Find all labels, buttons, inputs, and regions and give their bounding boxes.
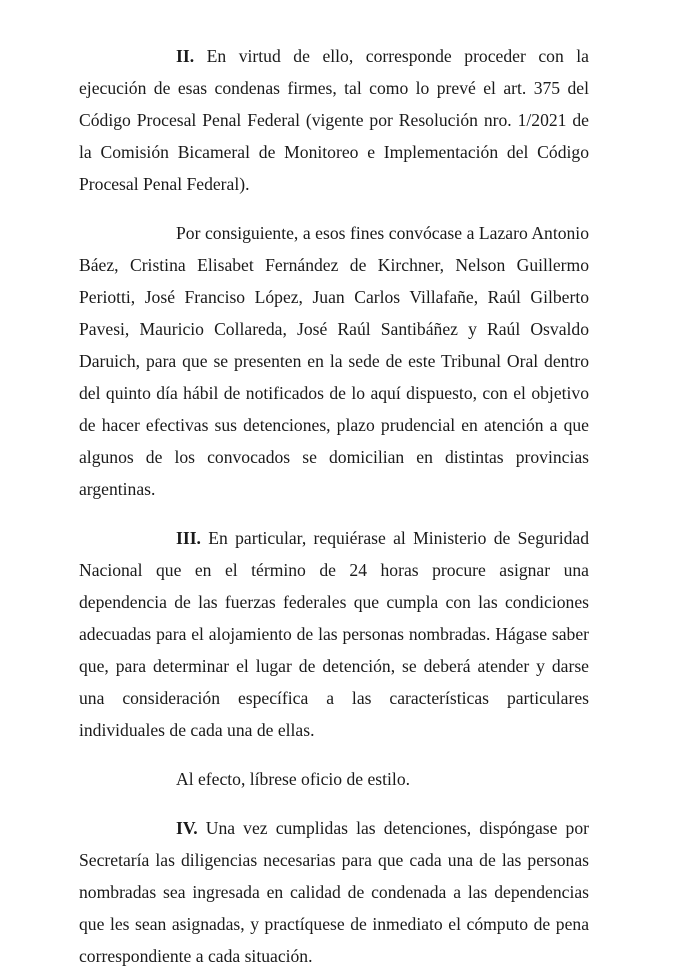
paragraph-iii	[79, 522, 589, 746]
paragraph-oficio	[79, 763, 589, 795]
paragraph-number: II.	[176, 46, 195, 66]
paragraph-text: Por consiguiente, a esos fines convócase a Lazaro Antonio Báez, Cristina Elisabet Fernández de Kirchner, Nelson Guillermo Periotti, José Franciso López, Juan Carlos Villafañe, Raúl Gilberto Pavesi, Mauricio Collareda, José Raúl Santibáñez y Raúl Osvaldo Daruich, para que se presenten en la sede de este Tribunal Oral dentro del quinto día hábil de notificados de lo aquí dispuesto, con el objetivo de hacer efectivas sus detenciones, plazo prudencial en atención a que algunos de los convocados se domicilian en distintas provincias argentinas.	[79, 223, 589, 499]
paragraph-text: En particular, requiérase al Ministerio de Seguridad Nacional que en el término de 24 horas procure asignar una dependencia de las fuerzas federales que cumpla con las condiciones adecuadas para el alojamiento de las personas nombradas. Hágase saber que, para determinar el lugar de detención, se deberá atender y darse una consideración específica a las características particulares individuales de cada una de ellas.	[79, 528, 589, 740]
document-body	[79, 40, 589, 972]
paragraph-text: Una vez cumplidas las detenciones, dispóngase por Secretaría las diligencias necesarias para que cada una de las personas nombradas sea ingresada en calidad de condenada a las dependencias que les sean asignadas, y practíquese de inmediato el cómputo de pena correspondiente a cada situación.	[79, 818, 589, 966]
paragraph-number: III.	[176, 528, 201, 548]
paragraph-text: Al efecto, líbrese oficio de estilo.	[176, 769, 411, 789]
paragraph-number: IV.	[176, 818, 198, 838]
paragraph-text: En virtud de ello, corresponde proceder con la ejecución de esas condenas firmes, tal como lo prevé el art. 375 del Código Procesal Penal Federal (vigente por Resolución nro. 1/2021 de la Comisión Bicameral de Monitoreo e Implementación del Código Procesal Penal Federal).	[79, 46, 589, 194]
paragraph-ii	[79, 40, 589, 200]
paragraph-convocatoria	[79, 217, 589, 505]
paragraph-iv	[79, 812, 589, 972]
